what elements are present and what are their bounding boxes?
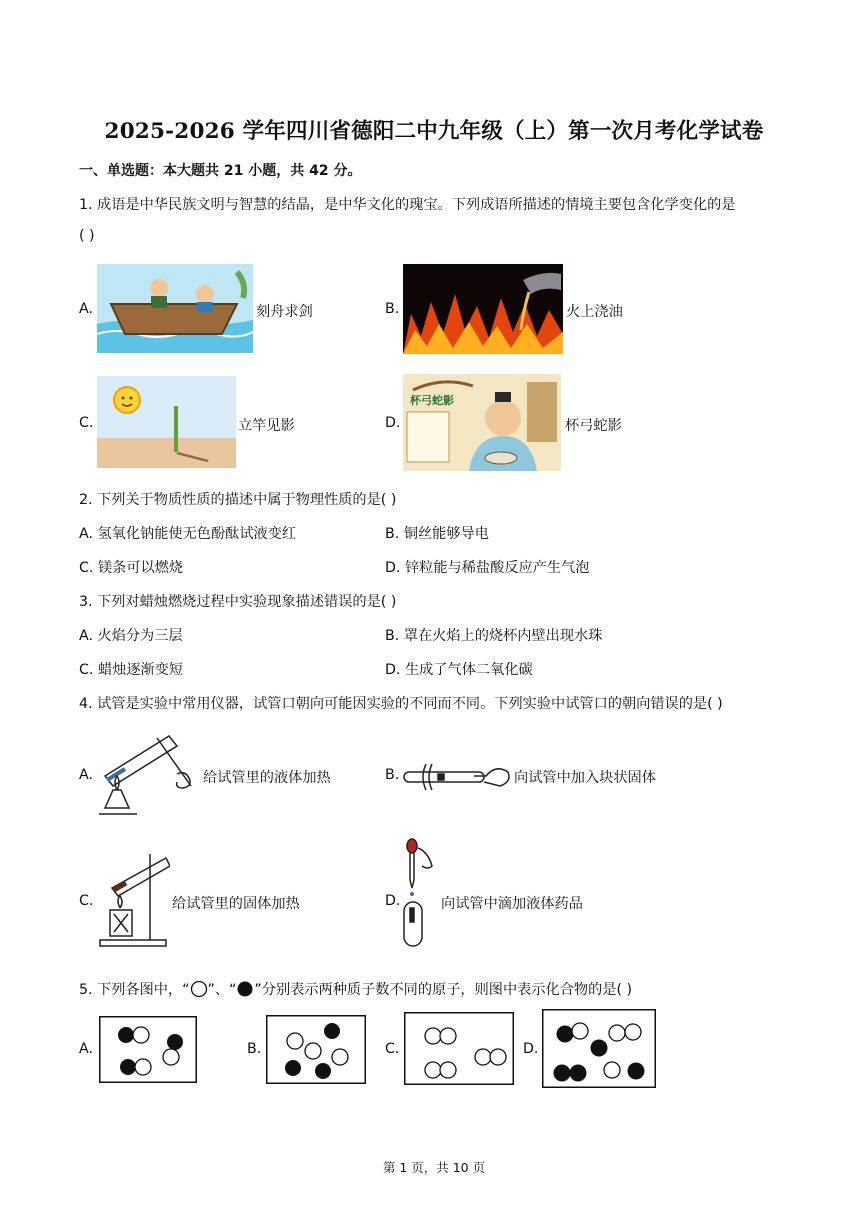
q2-option-b-text: 铜丝能够导电: [403, 526, 489, 542]
q3-option-b-text: 罩在火焰上的烧杯内壁出现水珠: [403, 628, 603, 644]
q2-option-b-letter: B.: [385, 526, 400, 542]
q3-option-d-text: 生成了气体二氧化碳: [404, 662, 533, 678]
q3-option-c-letter: C.: [79, 662, 94, 678]
section-heading: 一、单选题：本大题共 21 小题，共 42 分。: [79, 163, 362, 179]
q3-option-a-letter: A.: [79, 628, 93, 644]
q5-option-d-letter: D.: [523, 1041, 539, 1057]
q1-option-c-letter: C.: [79, 415, 94, 431]
q3-stem: 3. 下列对蜡烛燃烧过程中实验现象描述错误的是( ): [79, 594, 397, 610]
q3-option-c-text: 蜡烛逐渐变短: [97, 662, 184, 678]
q4-option-d-text: 向试管中滴加液体药品: [441, 896, 583, 912]
page-footer: 第 1 页，共 10 页: [382, 1160, 486, 1175]
q1-stem-line1: 1. 成语是中华民族文明与智慧的结晶，是中华文化的瑰宝。下列成语所描述的情境主要包含化学变化的是: [79, 197, 736, 213]
q4-image-heat-liquid: [97, 728, 201, 820]
page-title: 2025-2026 学年四川省德阳二中九年级（上）第一次月考化学试卷: [104, 119, 764, 144]
q1-option-a-text: 刻舟求剑: [256, 304, 313, 320]
q1-option-b-text: 火上浇油: [566, 304, 623, 320]
q1-image-bow-snake: [403, 374, 561, 471]
q5-stem: [79, 979, 632, 999]
q2-option-a-text: 氢氧化钠能使无色酚酞试液变红: [97, 526, 297, 542]
q5-diagram-a: [99, 1016, 197, 1083]
white-atom-icon: [190, 981, 208, 997]
q1-stem-line2: ( ): [79, 228, 95, 244]
q4-option-c-text: 给试管里的固体加热: [172, 896, 300, 912]
q4-option-d-letter: D.: [385, 893, 401, 909]
q1-option-d-letter: D.: [385, 415, 401, 431]
q1-image-pole-shadow: [97, 376, 236, 468]
q5-option-b-letter: B.: [247, 1041, 262, 1057]
q4-image-heat-solid: [96, 848, 170, 950]
q2-option-c-text: 镁条可以燃烧: [97, 560, 184, 576]
q5-option-a-letter: A.: [79, 1041, 93, 1057]
q3-option-d: [385, 659, 533, 679]
q2-option-d-text: 锌粒能与稀盐酸反应产生气泡: [404, 560, 590, 576]
q2-stem: 2. 下列关于物质性质的描述中属于物理性质的是( ): [79, 492, 397, 508]
q1-option-d-text: 杯弓蛇影: [565, 418, 622, 434]
q3-option-b: [385, 625, 602, 645]
q3-option-b-letter: B.: [385, 628, 400, 644]
q5-diagram-b: [266, 1015, 366, 1084]
q4-option-b-letter: B.: [385, 767, 400, 783]
q5-stem-mid: ”、“: [207, 982, 237, 998]
q2-option-a-letter: A.: [79, 526, 93, 542]
q3-option-a: [79, 625, 183, 645]
q2-option-a: [79, 523, 296, 543]
q5-diagram-d: [542, 1009, 656, 1088]
q1-image-fire-oil: [403, 264, 563, 354]
q4-image-add-solid: [402, 760, 512, 794]
q3-option-c: [79, 659, 183, 679]
q4-option-a-text: 给试管里的液体加热: [203, 770, 331, 786]
q5-diagram-c: [404, 1012, 514, 1085]
black-atom-icon: [236, 981, 254, 997]
q5-stem-prefix: 5. 下列各图中，“: [79, 982, 190, 998]
q2-option-b: [385, 523, 489, 543]
q1-option-b-letter: B.: [385, 301, 400, 317]
q4-image-drop-liquid: [398, 838, 438, 950]
q4-stem: 4. 试管是实验中常用仪器，试管口朝向可能因实验的不同而不同。下列实验中试管口的朝向错误的是( ): [79, 696, 723, 712]
q1-option-a-letter: A.: [79, 301, 93, 317]
q5-stem-suffix: ”分别表示两种质子数不同的原子，则图中表示化合物的是( ): [254, 982, 633, 998]
q2-option-c-letter: C.: [79, 560, 94, 576]
q3-option-a-text: 火焰分为三层: [97, 628, 183, 644]
q4-option-c-letter: C.: [79, 893, 94, 909]
q1-image-boat: [97, 264, 253, 353]
q2-option-c: [79, 557, 183, 577]
q2-option-d-letter: D.: [385, 560, 401, 576]
q4-option-a-letter: A.: [79, 767, 93, 783]
q4-option-b-text: 向试管中加入块状固体: [514, 770, 656, 786]
q1-option-c-text: 立竿见影: [238, 418, 295, 434]
q2-option-d: [385, 557, 589, 577]
q5-option-c-letter: C.: [385, 1041, 400, 1057]
q3-option-d-letter: D.: [385, 662, 401, 678]
q1-image-d-caption: 杯弓蛇影: [410, 394, 454, 407]
